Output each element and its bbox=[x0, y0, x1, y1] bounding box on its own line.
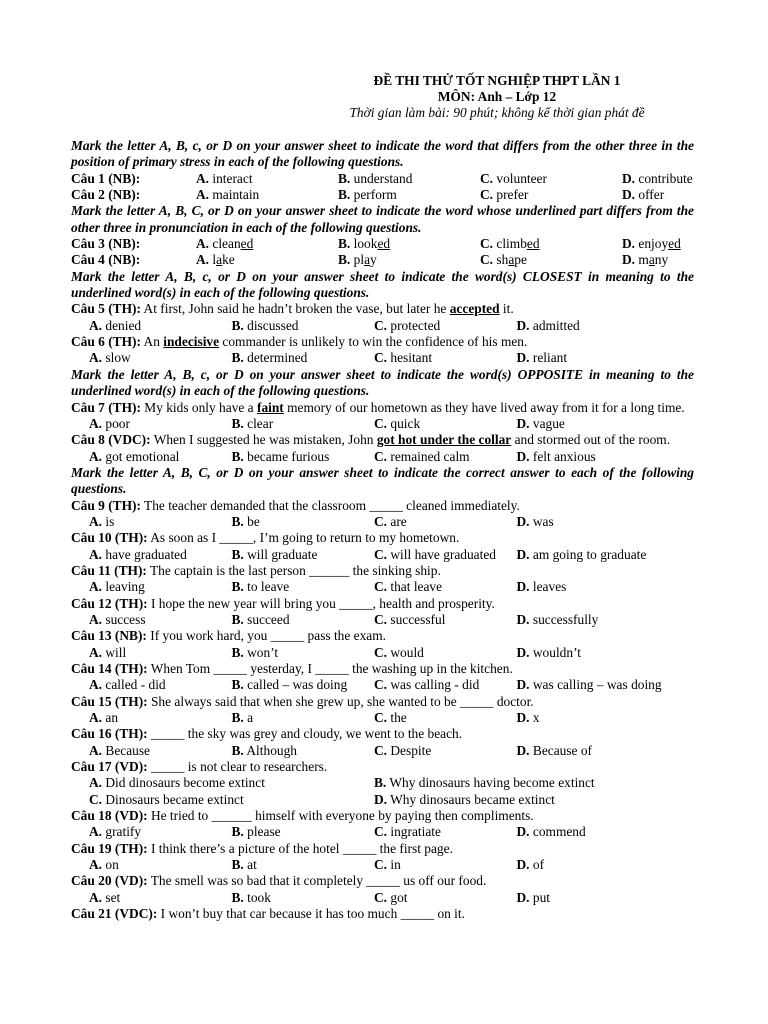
option-c[interactable]: C. protected bbox=[374, 317, 441, 333]
question-21-stem: Câu 21 (VDC): I won’t buy that car because it has too much _____ on it. bbox=[71, 906, 465, 922]
option-d[interactable]: D. was calling – was doing bbox=[516, 677, 662, 693]
question-7-stem: Câu 7 (TH): My kids only have a faint memory of our hometown as they have lived away from it for a long time. bbox=[71, 399, 685, 415]
option-d[interactable]: D. of bbox=[516, 857, 545, 873]
instruction-correct: Mark the letter A, B, C, or D on your answer sheet to indicate the correct answer to each of the following questions. bbox=[71, 464, 694, 497]
option-b[interactable]: B. to leave bbox=[231, 579, 290, 595]
option-c[interactable]: C. in bbox=[374, 857, 401, 873]
option-d[interactable]: D. put bbox=[516, 889, 551, 905]
option-d[interactable]: D. reliant bbox=[516, 350, 568, 366]
option-c[interactable]: C. ingratiate bbox=[374, 824, 441, 840]
option-b[interactable]: B. took bbox=[231, 889, 271, 905]
question-16-options bbox=[71, 743, 694, 759]
question-4 bbox=[71, 252, 694, 268]
question-label: Câu 3 (NB): bbox=[71, 236, 141, 252]
option-b[interactable]: B. Why dinosaurs having become extinct bbox=[374, 775, 595, 791]
option-b[interactable]: B. Although bbox=[231, 742, 297, 758]
question-8-stem: Câu 8 (VDC): When I suggested he was mistaken, John got hot under the collar and stormed out of the room. bbox=[71, 432, 671, 448]
question-19-options bbox=[71, 857, 694, 873]
question-11-stem: Câu 11 (TH): The captain is the last person ______ the sinking ship. bbox=[71, 562, 441, 578]
option-a[interactable]: A. slow bbox=[89, 350, 131, 366]
option-b[interactable]: B. determined bbox=[231, 350, 308, 366]
option-a[interactable]: A. have graduated bbox=[89, 546, 187, 562]
option-a[interactable]: A. maintain bbox=[196, 187, 260, 203]
option-c[interactable]: C. Despite bbox=[374, 742, 432, 758]
question-7-options bbox=[71, 416, 694, 432]
instruction-closest: Mark the letter A, B, c, or D on your answer sheet to indicate the word(s) CLOSEST in meaning to the underlined word(s) in each of the following questions. bbox=[71, 268, 694, 301]
option-c[interactable]: C. hesitant bbox=[374, 350, 433, 366]
option-d[interactable]: D. many bbox=[622, 252, 669, 268]
question-label: Câu 1 (NB): bbox=[71, 170, 141, 186]
question-10-options bbox=[71, 547, 694, 563]
instruction-pronunciation: Mark the letter A, B, C, or D on your answer sheet to indicate the word whose underlined part differs from the other three in pronunciation in each of the following questions. bbox=[71, 203, 694, 235]
question-9-options bbox=[71, 514, 694, 530]
option-c[interactable]: C. will have graduated bbox=[374, 546, 496, 562]
option-d[interactable]: D. vague bbox=[516, 415, 565, 431]
question-14-options bbox=[71, 677, 694, 693]
question-16-stem: Câu 16 (TH): _____ the sky was grey and cloudy, we went to the beach. bbox=[71, 726, 463, 742]
question-10-stem: Câu 10 (TH): As soon as I _____, I’m going to return to my hometown. bbox=[71, 530, 460, 546]
option-a[interactable]: A. lake bbox=[196, 252, 235, 268]
option-d[interactable]: D. commend bbox=[516, 824, 586, 840]
instruction-stress: Mark the letter A, B, c, or D on your answer sheet to indicate the word that differs from the other three in the position of primary stress in each of the following questions. bbox=[71, 138, 694, 170]
option-c[interactable]: C. volunteer bbox=[480, 170, 547, 186]
option-b[interactable]: B. succeed bbox=[231, 611, 290, 627]
option-b[interactable]: B. understand bbox=[338, 170, 413, 186]
question-6-options bbox=[71, 350, 694, 366]
option-d[interactable]: D. felt anxious bbox=[516, 448, 596, 464]
option-b[interactable]: B. be bbox=[231, 513, 260, 529]
option-b[interactable]: B. became furious bbox=[231, 448, 330, 464]
exam-content bbox=[71, 138, 694, 923]
question-12-stem: Câu 12 (TH): I hope the new year will bring you _____, health and prosperity. bbox=[71, 595, 495, 611]
option-d[interactable]: D. leaves bbox=[516, 579, 567, 595]
option-a[interactable]: A. denied bbox=[89, 317, 142, 333]
question-label: Câu 2 (NB): bbox=[71, 187, 141, 203]
option-a[interactable]: A. an bbox=[89, 710, 119, 726]
question-5-options bbox=[71, 318, 694, 334]
option-c[interactable]: C. prefer bbox=[480, 187, 529, 203]
option-c[interactable]: C. would bbox=[374, 644, 424, 660]
option-d[interactable]: D. am going to graduate bbox=[516, 546, 647, 562]
option-d[interactable]: D. wouldn’t bbox=[516, 644, 581, 660]
option-a[interactable]: A. Did dinosaurs become extinct bbox=[89, 775, 265, 791]
option-d[interactable]: D. was bbox=[516, 513, 554, 529]
question-20-stem: Câu 20 (VD): The smell was so bad that it completely _____ us off our food. bbox=[71, 873, 487, 889]
option-b[interactable]: B. perform bbox=[338, 187, 397, 203]
question-11-options bbox=[71, 579, 694, 595]
option-b[interactable]: B. discussed bbox=[231, 317, 299, 333]
option-b[interactable]: B. clear bbox=[231, 415, 274, 431]
option-a[interactable]: A. got emotional bbox=[89, 448, 180, 464]
option-a[interactable]: A. on bbox=[89, 857, 119, 873]
question-5-stem: Câu 5 (TH): At first, John said he hadn’t broken the vase, but later he accepted it. bbox=[71, 301, 514, 317]
option-c[interactable]: C. shape bbox=[480, 252, 527, 268]
instruction-opposite: Mark the letter A, B, c, or D on your answer sheet to indicate the word(s) OPPOSITE in meaning to the underlined word(s) in each of the following questions. bbox=[71, 366, 694, 399]
option-a[interactable]: A. interact bbox=[196, 170, 253, 186]
question-17-options-cd bbox=[71, 792, 694, 808]
exam-subject: MÔN: Anh – Lớp 12 bbox=[437, 89, 557, 104]
option-b[interactable]: B. at bbox=[231, 857, 257, 873]
option-c[interactable]: C. are bbox=[374, 513, 407, 529]
question-18-stem: Câu 18 (VD): He tried to ______ himself with everyone by paying then compliments. bbox=[71, 808, 534, 824]
option-d[interactable]: D. contribute bbox=[622, 170, 693, 186]
option-d[interactable]: D. enjoyed bbox=[622, 236, 681, 252]
option-a[interactable]: A. poor bbox=[89, 415, 130, 431]
option-a[interactable]: A. will bbox=[89, 644, 127, 660]
question-17-options-ab bbox=[71, 775, 694, 791]
option-b[interactable]: B. please bbox=[231, 824, 281, 840]
question-20-options bbox=[71, 890, 694, 906]
option-a[interactable]: A. leaving bbox=[89, 579, 145, 595]
option-c[interactable]: C. got bbox=[374, 889, 408, 905]
option-a[interactable]: A. called - did bbox=[89, 677, 166, 693]
option-b[interactable]: B. a bbox=[231, 710, 254, 726]
option-c[interactable]: C. the bbox=[374, 710, 407, 726]
question-2 bbox=[71, 187, 694, 203]
exam-time: Thời gian làm bài: 90 phút; không kể thời gian phát đề bbox=[349, 105, 645, 120]
option-b[interactable]: B. play bbox=[338, 252, 377, 268]
option-a[interactable]: A. success bbox=[89, 611, 146, 627]
option-a[interactable]: A. Because bbox=[89, 742, 151, 758]
option-c[interactable]: C. remained calm bbox=[374, 448, 470, 464]
option-a[interactable]: A. cleaned bbox=[196, 236, 254, 252]
question-8-options bbox=[71, 449, 694, 465]
option-d[interactable]: D. admitted bbox=[516, 317, 580, 333]
option-b[interactable]: B. called – was doing bbox=[231, 677, 348, 693]
option-b[interactable]: B. looked bbox=[338, 236, 391, 252]
option-c[interactable]: C. quick bbox=[374, 415, 421, 431]
question-14-stem: Câu 14 (TH): When Tom _____ yesterday, I _____ the washing up in the kitchen. bbox=[71, 661, 513, 676]
question-17-stem: Câu 17 (VD): _____ is not clear to researchers. bbox=[71, 759, 328, 775]
option-d[interactable]: D. successfully bbox=[516, 611, 599, 627]
question-13-options bbox=[71, 645, 694, 661]
option-c[interactable]: C. Dinosaurs became extinct bbox=[89, 791, 244, 807]
option-b[interactable]: B. will graduate bbox=[231, 546, 318, 562]
question-13-stem: Câu 13 (NB): If you work hard, you _____ pass the exam. bbox=[71, 628, 387, 644]
question-15-stem: Câu 15 (TH): She always said that when she grew up, she wanted to be _____ doctor. bbox=[71, 693, 534, 709]
question-label: Câu 4 (NB): bbox=[71, 252, 141, 268]
question-6-stem: Câu 6 (TH): An indecisive commander is unlikely to win the confidence of his men. bbox=[71, 334, 528, 350]
option-a[interactable]: A. is bbox=[89, 513, 115, 529]
question-15-options bbox=[71, 710, 694, 726]
option-d[interactable]: D. Why dinosaurs became extinct bbox=[374, 791, 555, 807]
question-1 bbox=[71, 171, 694, 187]
option-d[interactable]: D. x bbox=[516, 710, 540, 726]
option-d[interactable]: D. Because of bbox=[516, 742, 593, 758]
option-c[interactable]: C. that leave bbox=[374, 579, 443, 595]
question-18-options bbox=[71, 824, 694, 840]
question-19-stem: Câu 19 (TH): I think there’s a picture of the hotel _____ the first page. bbox=[71, 840, 453, 856]
option-c[interactable]: C. was calling - did bbox=[374, 677, 480, 693]
question-3 bbox=[71, 236, 694, 252]
option-a[interactable]: A. set bbox=[89, 889, 121, 905]
option-a[interactable]: A. gratify bbox=[89, 824, 142, 840]
question-9-stem: Câu 9 (TH): The teacher demanded that the classroom _____ cleaned immediately. bbox=[71, 497, 520, 513]
option-c[interactable]: C. successful bbox=[374, 611, 446, 627]
option-d[interactable]: D. offer bbox=[622, 187, 665, 203]
option-c[interactable]: C. climbed bbox=[480, 236, 540, 252]
exam-title: ĐỀ THI THỬ TỐT NGHIỆP THPT LẦN 1 bbox=[373, 73, 621, 88]
option-b[interactable]: B. won’t bbox=[231, 644, 279, 660]
question-12-options bbox=[71, 612, 694, 628]
